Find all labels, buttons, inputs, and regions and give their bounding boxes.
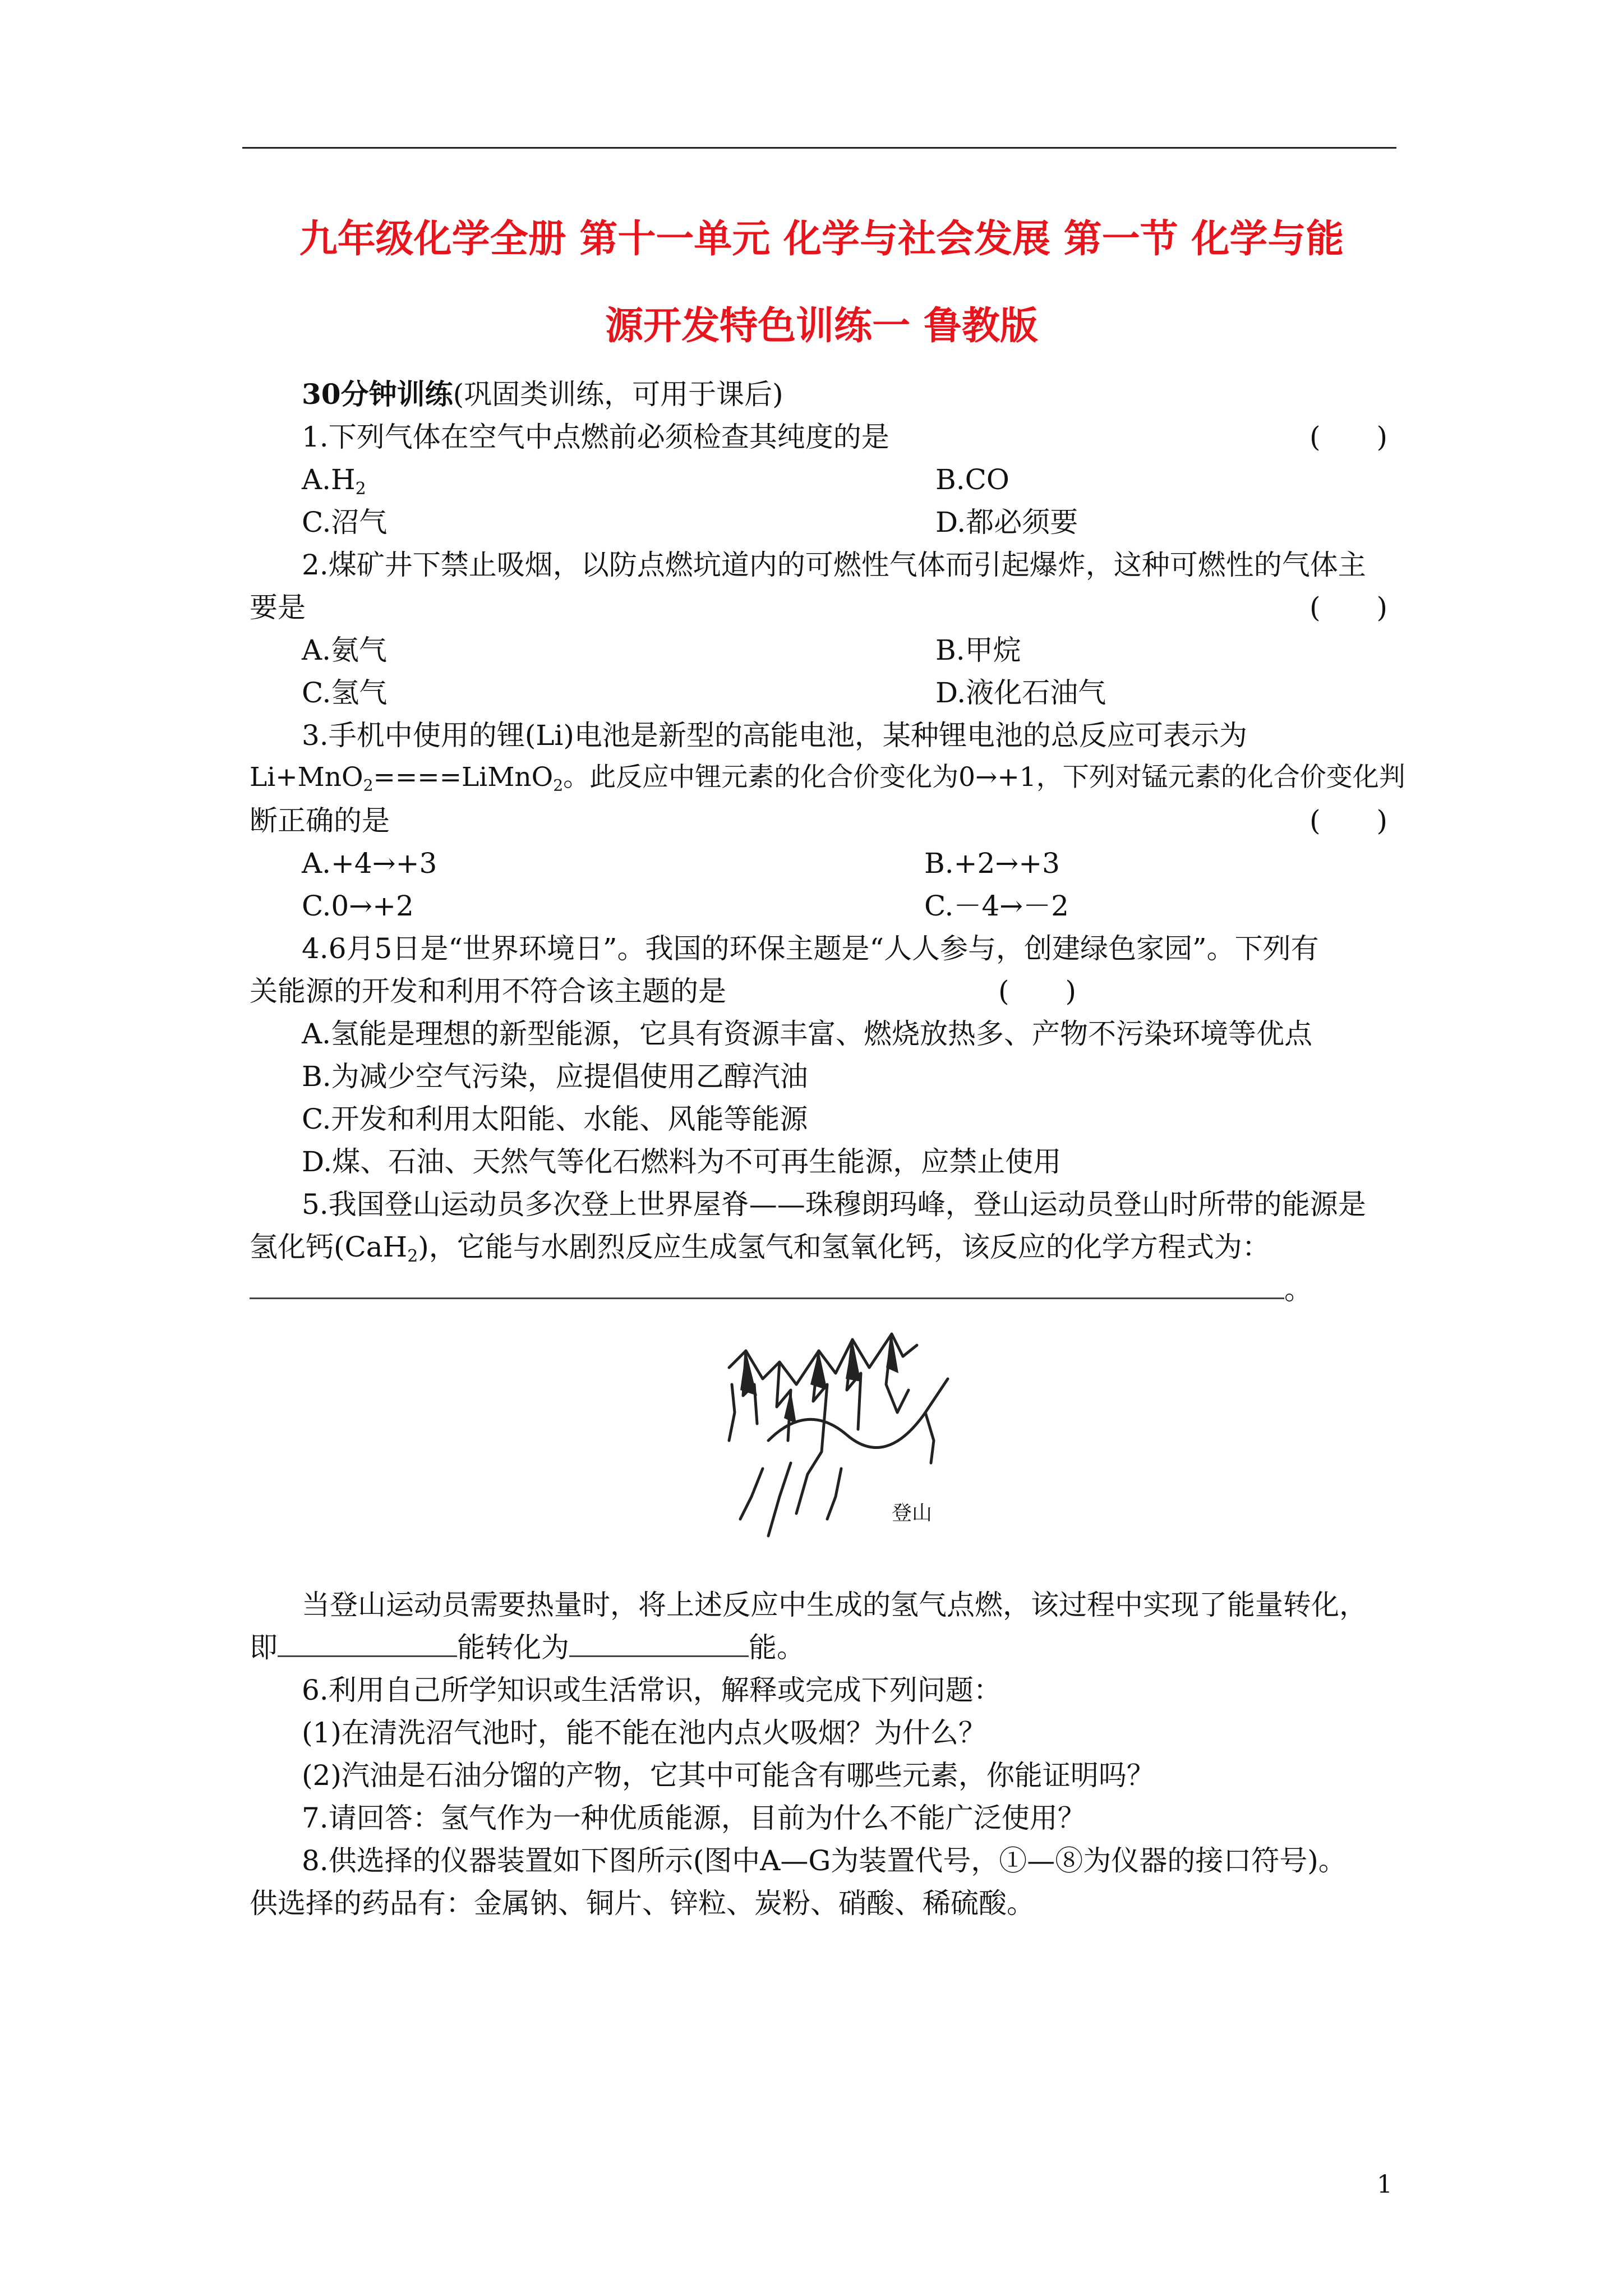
q5-stem-sub: 2	[407, 1246, 418, 1266]
header-rule	[242, 147, 1396, 149]
q3-option-c: C.0→+2	[302, 890, 414, 922]
q6-part-2: (2)汽油是石油分馏的产物，它其中可能含有哪些元素，你能证明吗？	[302, 1759, 1155, 1792]
q2-stem-line-2: 要是	[250, 591, 306, 624]
q2-option-c: C.氢气	[302, 677, 388, 709]
q2-option-b: B.甲烷	[935, 634, 1021, 666]
q4-option-a: A.氢能是理想的新型能源，它具有资源丰富、燃烧放热多、产物不污染环境等优点	[302, 1018, 1313, 1050]
q3-option-b: B.+2→+3	[924, 847, 1060, 880]
q5-answer-end: 。	[1284, 1273, 1312, 1306]
q4-option-b: B.为减少空气污染，应提倡使用乙醇汽油	[302, 1060, 808, 1093]
q5-answer-line	[250, 1273, 1312, 1306]
document-title-line-1: 九年级化学全册 第十一单元 化学与社会发展 第一节 化学与能	[299, 217, 1344, 261]
q1-stem: 1.下列气体在空气中点燃前必须检查其纯度的是	[302, 421, 889, 453]
q5-stem-part-2: )，它能与水剧烈反应生成氢气和氢氧化钙，该反应的化学方程式为：	[418, 1231, 1270, 1263]
q3-eq-part-3: 。此反应中锂元素的化合价变化为0→+1，下列对锰元素的化合价变化判	[563, 762, 1405, 793]
q1-option-b: B.CO	[935, 463, 1009, 496]
q3-option-a: A.+4→+3	[302, 847, 437, 880]
q4-stem-line-1: 4.6月5日是“世界环境日”。我国的环保主题是“人人参与，创建绿色家园”。下列有	[302, 932, 1319, 965]
q1-answer-paren: ( )	[1310, 421, 1388, 453]
q3-eq-sub-1: 2	[363, 776, 374, 795]
q5-follow-suffix: 能。	[749, 1631, 805, 1664]
figure-caption: 登山	[892, 1502, 933, 1525]
q1-option-c: C.沼气	[302, 506, 388, 539]
q5-follow-middle: 能转化为	[457, 1631, 569, 1664]
mountain-climbing-figure	[723, 1328, 970, 1553]
q2-option-d: D.液化石油气	[935, 677, 1106, 709]
q3-option-d: C.－4→－2	[924, 890, 1069, 922]
q3-eq-sub-2: 2	[553, 776, 564, 795]
q8-stem-line-2: 供选择的药品有：金属钠、铜片、锌粒、炭粉、硝酸、稀硫酸。	[250, 1887, 1035, 1920]
q5-energy-blank-1[interactable]	[278, 1636, 457, 1657]
q4-answer-paren: ( )	[998, 975, 1077, 1007]
q2-answer-paren: ( )	[1310, 591, 1388, 624]
q3-eq-part-1: Li+MnO	[250, 762, 363, 793]
q3-stem-line-1: 3.手机中使用的锂(Li)电池是新型的高能电池，某种锂电池的总反应可表示为	[302, 719, 1247, 752]
q1-option-a-text: A.H	[302, 463, 356, 496]
section-heading-bold: 30分钟训练	[302, 378, 453, 411]
q1-option-d: D.都必须要	[935, 506, 1078, 539]
q8-stem-line-1: 8.供选择的仪器装置如下图所示(图中A—G为装置代号，①—⑧为仪器的接口符号)。	[302, 1844, 1347, 1877]
section-note: (巩固类训练，可用于课后)	[453, 378, 783, 411]
q5-energy-blank-2[interactable]	[569, 1636, 749, 1657]
q5-follow-prefix: 即	[250, 1631, 278, 1664]
q3-stem-line-3: 断正确的是	[250, 804, 390, 837]
q4-option-c: C.开发和利用太阳能、水能、风能等能源	[302, 1103, 808, 1135]
q6-part-1: (1)在清洗沼气池时，能不能在池内点火吸烟？为什么？	[302, 1717, 986, 1749]
q1-option-a	[302, 463, 366, 499]
q5-equation-blank[interactable]	[250, 1278, 1284, 1299]
page-number: 1	[1377, 2170, 1393, 2199]
q5-follow-line-1: 当登山运动员需要热量时，将上述反应中生成的氢气点燃，该过程中实现了能量转化，	[302, 1589, 1367, 1621]
q5-stem-line-1: 5.我国登山运动员多次登上世界屋脊——珠穆朗玛峰，登山运动员登山时所带的能源是	[302, 1188, 1366, 1221]
q5-stem-part-1: 氢化钙(CaH	[250, 1231, 408, 1263]
section-heading	[302, 378, 783, 411]
q7-stem: 7.请回答：氢气作为一种优质能源，目前为什么不能广泛使用？	[302, 1802, 1086, 1834]
q5-follow-line-2	[250, 1631, 805, 1664]
q4-option-d: D.煤、石油、天然气等化石燃料为不可再生能源，应禁止使用	[302, 1145, 1062, 1178]
q3-eq-part-2: ====LiMnO	[373, 762, 554, 793]
q1-option-a-sub: 2	[355, 479, 366, 499]
q2-stem-line-1: 2.煤矿井下禁止吸烟，以防点燃坑道内的可燃性气体而引起爆炸，这种可燃性的气体主	[302, 549, 1366, 581]
q3-stem-line-2	[250, 762, 1405, 795]
document-title-line-2: 源开发特色训练一 鲁教版	[605, 303, 1038, 348]
q6-stem: 6.利用自己所学知识或生活常识，解释或完成下列问题：	[302, 1674, 1002, 1706]
q5-stem-line-2	[250, 1231, 1270, 1266]
q4-stem-line-2: 关能源的开发和利用不符合该主题的是	[250, 975, 726, 1007]
q3-answer-paren: ( )	[1310, 804, 1388, 837]
q2-option-a: A.氨气	[302, 634, 388, 666]
